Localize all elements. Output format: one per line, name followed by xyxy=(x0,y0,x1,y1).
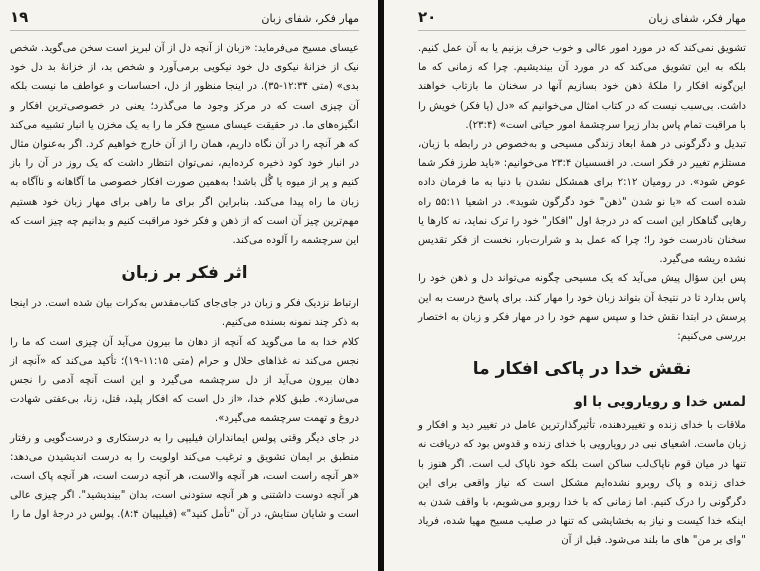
right-page xyxy=(384,0,760,571)
body-text xyxy=(10,39,359,250)
page-number: ۲۰ xyxy=(418,8,437,26)
header-title: مهار فکر، شفای زبان xyxy=(261,12,359,25)
paragraph: تشویق نمی‌کند که در مورد امور عالی و خوب حرف بزنیم یا به آن عمل کنیم. بلکه به این تشویق می‌کند که در مورد آن بیندیشیم. چرا که زمانی که ما این‌گونه افکار را ملکهٔ ذهن خود بسازیم آنها در سخنان ما بازتاب خواهند داشت. بی‌سبب نیست که در کتاب امثال می‌خوانیم که «دل (یا فکر) خویش را با مراقبت تمام پاس بدار زیرا سرچشمهٔ امور حیاتی است» (۲۳:۴). xyxy=(418,43,746,131)
page-header xyxy=(10,8,359,31)
paragraph: پس این سؤال پیش می‌آید که یک مسیحی چگونه می‌تواند دل و ذهن خود را پاس بدارد تا در نتیجهٔ آن بتواند زبان خود را مهار کند. برای پاسخ درست به این پرسش در ابتدا نقش خدا و سپس سهم خود را در مهار فکر و زبان به اختصار بررسی می‌کنیم: xyxy=(418,273,746,343)
page-number: ۱۹ xyxy=(10,8,29,26)
paragraph: تبدیل و دگرگونی در همهٔ ابعاد زندگی مسیحی و به‌خصوص در رابطه با زبان، مستلزم تغییر در فکر است. در افسسیان ۲۳:۴ می‌خوانیم: «باید طرز فکر شما عوض شود». در رومیان ۲:۱۲ برای همشکل نشدن با دنیا به ما فرمان داده شده است که «با نو شدن "ذهن" خود دگرگون شوید». در اشعیا ۵۵:۱۱ راه رهایی گناهکار این است که در درجهٔ اول "افکار" خود را ترک نماید، نه کارها یا سخنان نادرست خود را؛ چرا که عمل بد و شرارت‌بار، نخست از فکر تقدیس نشده ریشه می‌گیرد. xyxy=(418,139,746,266)
section-heading: اثر فکر بر زبان xyxy=(121,263,248,284)
body-text xyxy=(10,294,359,524)
header-title: مهار فکر، شفای زبان xyxy=(648,12,746,25)
sub-heading: لمس خدا و رویارویی با او xyxy=(574,394,746,411)
page-header xyxy=(418,8,746,31)
paragraph: کلام خدا به ما می‌گوید که آنچه از دهان ما بیرون می‌آید آن چیزی است که ما را نجس می‌کند نه غذاهای حلال و حرام (متی ۱۱:۱۵-۱۹)؛ تأکید می‌کند که «آنچه از دهان بیرون می‌آید از دل سرچشمه می‌گیرد و این است آنچه آدمی را نجس می‌سازد». طبق کلام خدا، «از دل است که افکار پلید، قتل، زنا، بی‌عفتی شهادت دروغ و تهمت سرچشمه می‌گیرد». xyxy=(10,336,359,425)
body-text xyxy=(418,39,746,346)
paragraph: عیسای مسیح می‌فرماید: «زبان از آنچه دل از آن لبریز است سخن می‌گوید. شخص نیک از خزانهٔ نیکوی دل خود نیکویی برمی‌آورد و شخص بد، از خزانهٔ بد دل خود بدی» (متی ۱۲:۳۴-۳۵). در اینجا منظور از دل، احساسات و عواطف ما نیست بلکه آن چیزی است که در مرکز وجود ما می‌گذرد؛ یعنی در خصوصی‌ترین افکار و انگیزه‌های ما. در حقیقت عیسای مسیح فکر ما را به یک مخزن یا انبار تشبیه می‌کند که هر آنچه را در آن نگاه داریم، همان را از آن خارج خواهیم کرد. اگر به‌عنوان مثال در انبار خود کود ذخیره کرده‌ایم، نمی‌توان انتظار داشت که یک روز در آن را باز کنیم و پر از میوه یا گُل باشد! به‌همین صورت افکار خصوصی ما آگاهانه و ناآگاه به زبان ما راه پیدا می‌کند. بنابراین اگر برای ما راهی برای مهار زبان خود هستیم مهم‌ترین چیز آن است که از ذهن و فکر خود مراقبت کنیم و بدانیم چه چیز است که این سرچشمه را آلوده می‌کند. xyxy=(10,43,359,247)
paragraph: ملاقات با خدای زنده و تغییردهنده، تأثیرگذارترین عامل در تغییر دید و افکار و زبان ماست. اشعیای نبی در رویارویی با خدای زنده و قدوس بود که دریافت نه تنها در میان قوم ناپاک‌لب ساکن است بلکه خود ناپاک لب است. اگر هنوز با خدای زنده و پاک روبرو نشده‌ایم مشکل است که نیاز واقعی برای این دگرگونی را درک کنیم. اما زمانی که با خدا روبرو می‌شویم، با واقف شدن به اینکه خدا کیست و نیاز به بخشایشی که تنها در صلیب مسیح مهیا شده، فریاد "وای بر من" های ما بلند می‌شود. قبل از آن xyxy=(418,420,746,547)
body-text xyxy=(418,416,746,550)
paragraph: در جای دیگر وقتی پولس ایمانداران فیلیپی را به درستکاری و درست‌گویی و رفتار منطبق بر ایمان تشویق و ترغیب می‌کند اولویت را به درست اندیشیدن می‌دهد: «هر آنچه راست است، هر آنچه والاست، هر آنچه درست است، هر آنچه پاک است، هر آنچه دوست داشتنی و هر آنچه ستودنی است، بدان "بیندیشید". اگر چیزی عالی است و شایان ستایش، در آن "تأمل کنید"» (فیلیپیان ۸:۴). پولس در درجهٔ اول ما را xyxy=(10,432,359,521)
section-heading: نقش خدا در پاکی افکار ما xyxy=(472,359,692,380)
paragraph: ارتباط نزدیک فکر و زبان در جای‌جای کتاب‌مقدس به‌کرات بیان شده است. در اینجا به ذکر چند نمونه بسنده می‌کنیم. xyxy=(10,298,359,329)
